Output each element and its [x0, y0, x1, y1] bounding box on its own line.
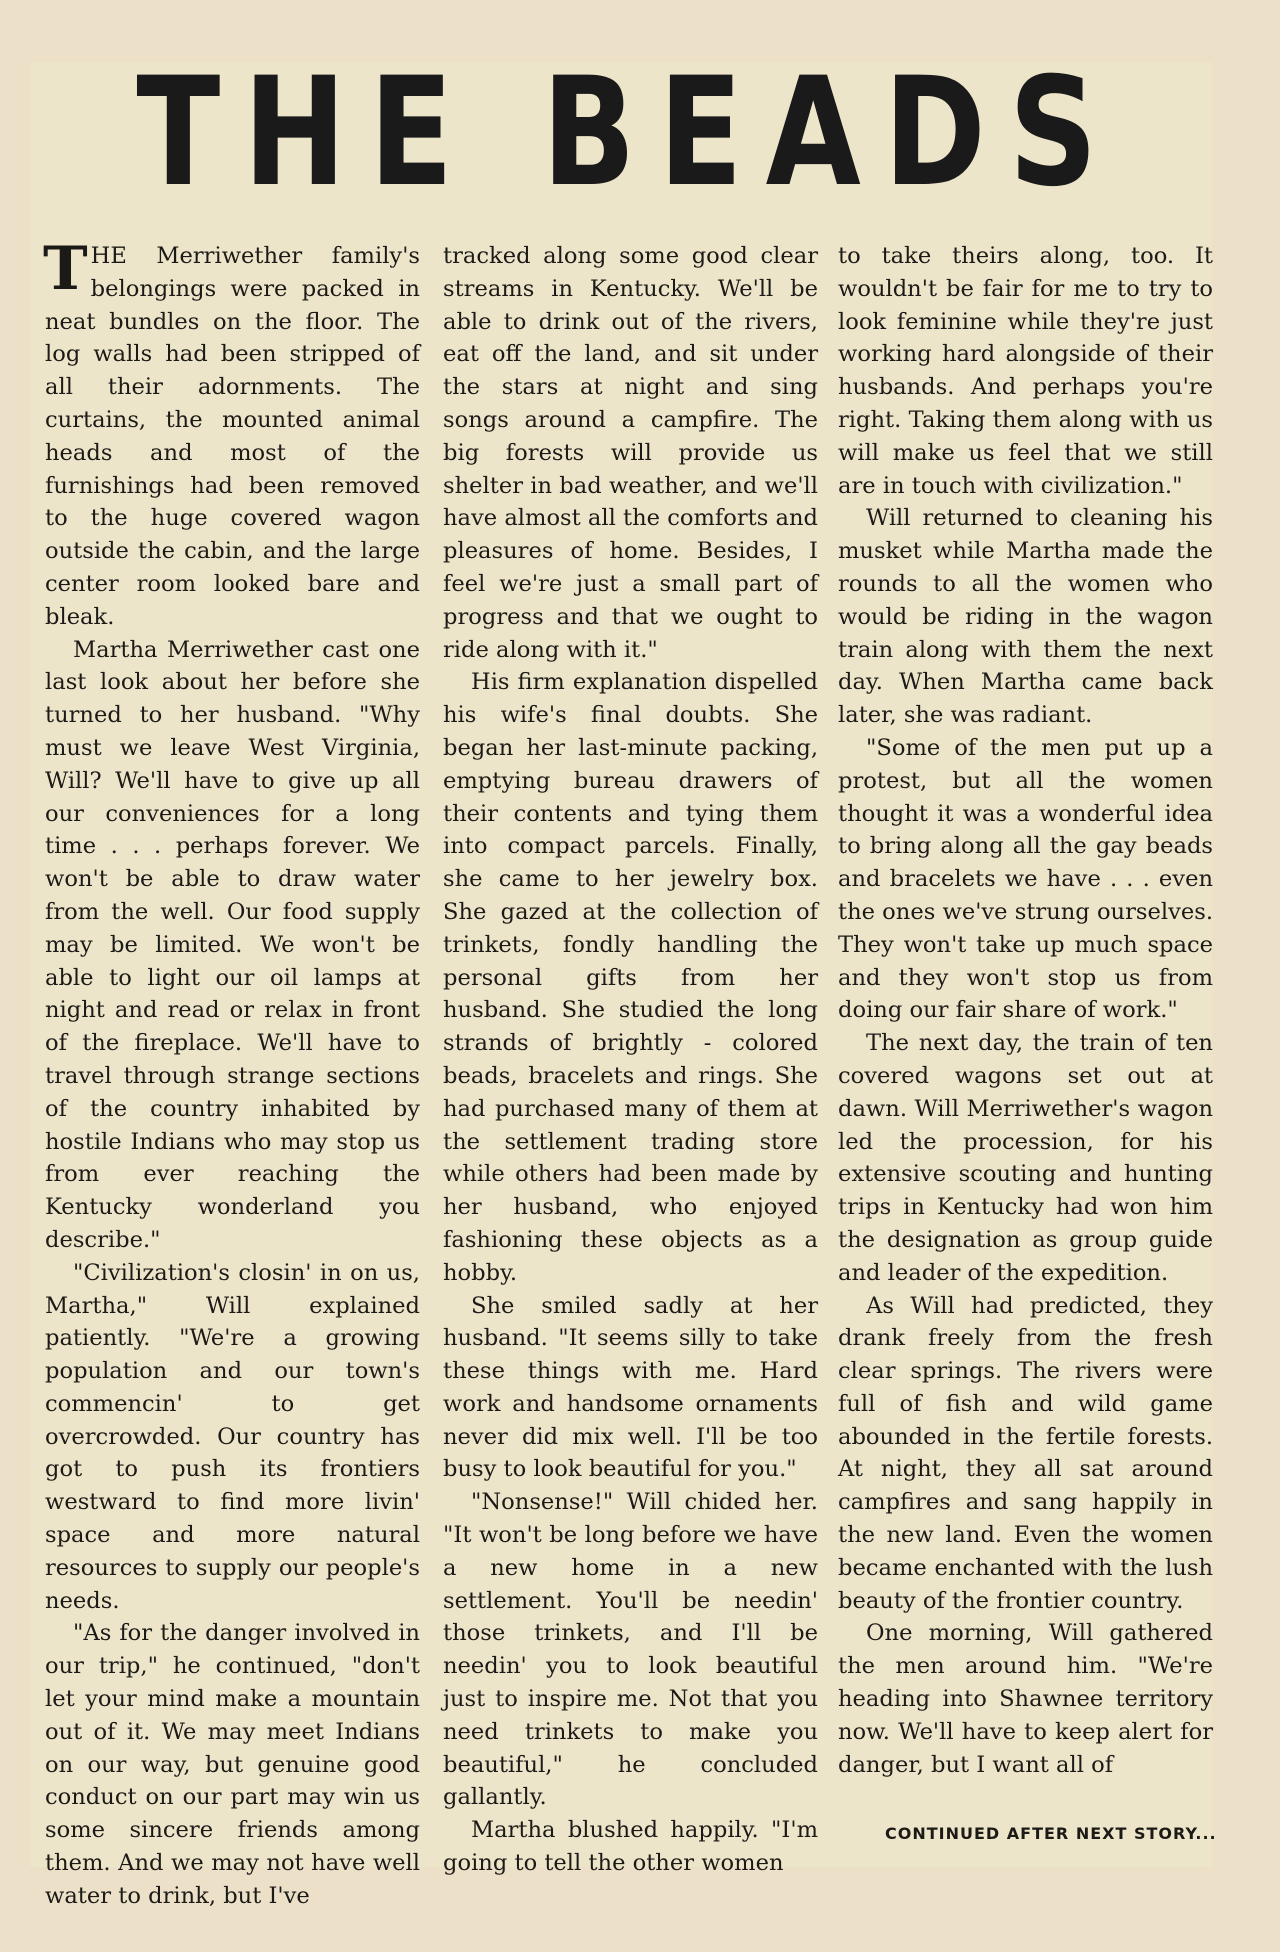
- paragraph: THE Merriwether family's belongings were packed in neat bundles on the floor. The log walls had been stripped of all their adornments. The curtains, the mounted animal heads and most of the furnishings had been removed to the huge covered wagon outside the cabin, and the large center room looked bare and bleak.: [43, 234, 420, 630]
- paragraph: As Will had predicted, they drank freely from the fresh clear springs. The rivers were full of fish and wild game abounded in the fertile forests. At night, they all sat around campfires and sang happily in the new land. Even the women became enchanted with the lush beauty of the frontier country.: [838, 1292, 1213, 1614]
- paragraph: to take theirs along, too. It wouldn't be fair for me to try to look feminine while they're just working hard alongside of their husbands. And perhaps you're right. Taking them along with us will make us feel that we still are in touch with civilization.": [838, 243, 1213, 499]
- column-2: [443, 240, 818, 1880]
- paragraph: Martha blushed happily. "I'm going to tell the other women: [443, 1817, 818, 1877]
- paragraph: Will returned to cleaning his musket while Martha made the rounds to all the women who would be riding in the wagon train along with them the next day. When Martha came back later, she was radiant.: [838, 505, 1213, 729]
- paragraph: "As for the danger involved in our trip," he continued, "don't let your mind make a mountain out of it. We may meet Indians on our way, but genuine good conduct on our part may win us some sincere friends among them. And we may not have well water to drink, but I've: [45, 1620, 420, 1909]
- story-title: THE BEADS: [136, 46, 1121, 220]
- drop-cap: T: [43, 234, 88, 304]
- column-1: [43, 234, 420, 1913]
- paragraph: tracked along some good clear streams in Kentucky. We'll be able to drink out of the rivers, eat off the land, and sit under the stars at night and sing songs around a campfire. The big forests will provide us shelter in bad weather, and we'll have almost all the comforts and pleasures of home. Besides, I feel we're just a small part of progress and that we ought to ride along with it.": [443, 243, 818, 663]
- column-3: [838, 240, 1213, 1781]
- continued-note: CONTINUED AFTER NEXT STORY...: [885, 1824, 1217, 1843]
- paragraph: "Nonsense!" Will chided her. "It won't be long before we have a new home in a new settlement. You'll be needin' those trinkets, and I'll be needin' you to look beautiful just to inspire me. Not that you need trinkets to make you beautiful," he concluded gallantly.: [443, 1489, 818, 1811]
- paragraph: "Some of the men put up a protest, but all the women thought it was a wonderful idea to bring along all the gay beads and bracelets we have . . . even the ones we've strung ourselves. They won't take up much space and they won't stop us from doing our fair share of work.": [838, 734, 1214, 1024]
- paragraph: The next day, the train of ten covered wagons set out at dawn. Will Merriwether's wagon led the procession, for his extensive scouting and hunting trips in Kentucky had won him the designation as group guide and leader of the expedition.: [838, 1030, 1213, 1286]
- paragraph: "Civilization's closin' in on us, Martha," Will explained patiently. "We're a growing population and our town's commencin' to get overcrowded. Our country has got to push its frontiers westward to find more livin' space and more natural resources to supply our people's needs.: [45, 1259, 420, 1614]
- paragraph: His firm explanation dispelled his wife's final doubts. She began her last-minute packing, emptying bureau drawers of their contents and tying them into compact parcels. Finally, she came to her jewelry box. She gazed at the collection of trinkets, fondly handling the personal gifts from her husband. She studied the long strands of brightly - colored beads, bracelets and rings. She had purchased many of them at the settlement trading store while others had been made by her husband, who enjoyed fashioning these objects as a hobby.: [443, 669, 818, 1286]
- paragraph: One morning, Will gathered the men around him. "We're heading into Shawnee territory now. We'll have to keep alert for danger, but I want all of: [838, 1620, 1213, 1778]
- paragraph: She smiled sadly at her husband. "It seems silly to take these things with me. Hard work and handsome ornaments never did mix well. I'll be too busy to look beautiful for you.": [443, 1292, 818, 1483]
- paragraph: Martha Merriwether cast one last look about her before she turned to her husband. "Why must we leave West Virginia, Will? We'll have to give up all our conveniences for a long time . . . perhaps forever. We won't be able to draw water from the well. Our food supply may be limited. We won't be able to light our oil lamps at night and read or relax in front of the fireplace. We'll have to travel through strange sections of the country inhabited by hostile Indians who may stop us from ever reaching the Kentucky wonderland you describe.": [45, 636, 420, 1253]
